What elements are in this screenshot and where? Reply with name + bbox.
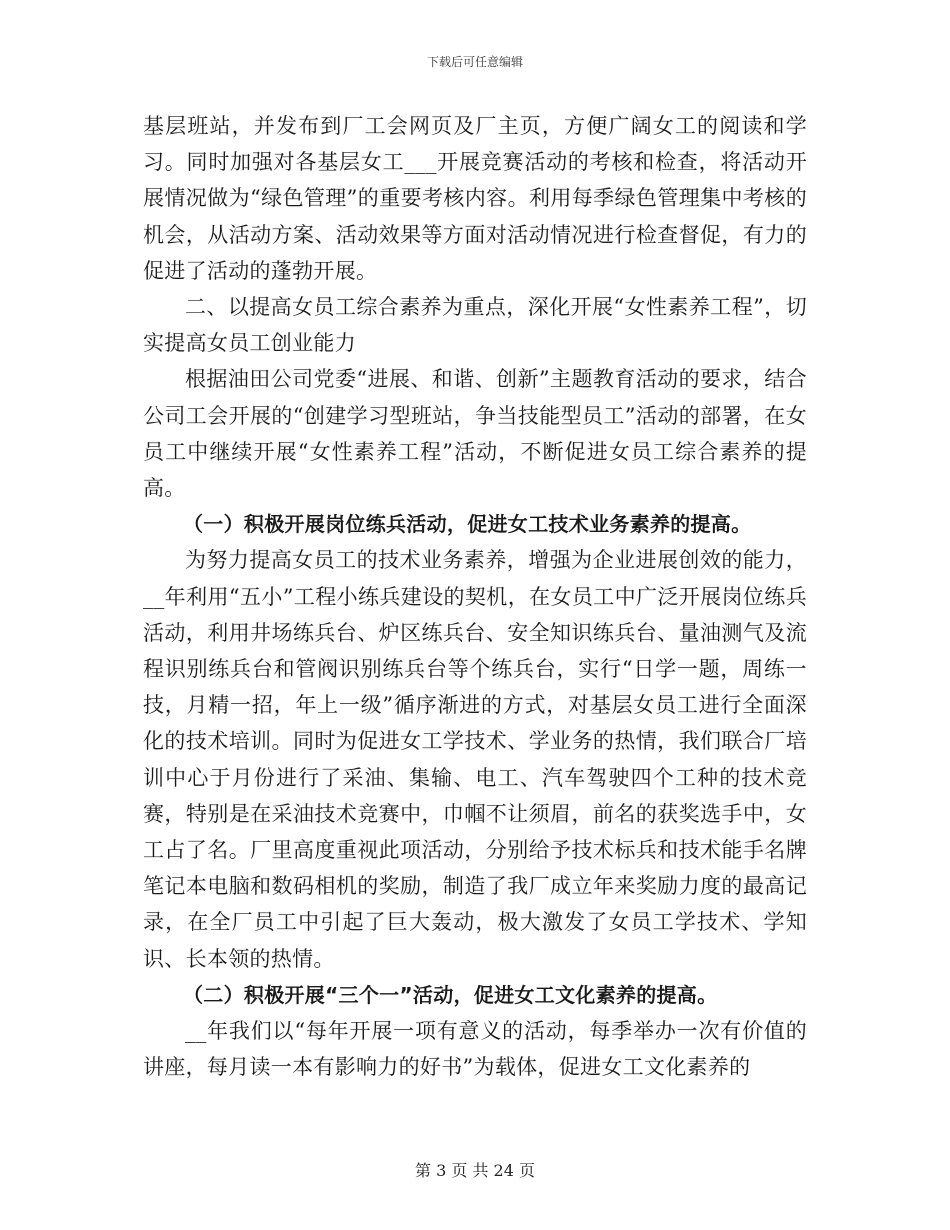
document-body <box>143 108 807 1085</box>
section-heading-2: 二、以提高女员工综合素养为重点，深化开展“女性素养工程”，切实提高女员工创业能力 <box>143 295 807 356</box>
page-header-note: 下载后可任意编辑 <box>426 55 523 69</box>
page-number: 第 3 页 共 24 页 <box>415 1161 535 1180</box>
subheading-1: （一）积极开展岗位练兵活动，促进女工技术业务素养的提高。 <box>183 512 752 537</box>
paragraph-1: 基层班站，并发布到厂工会网页及厂主页，方便广阔女工的阅读和学习。同时加强对各基层女工___开展竞赛活动的考核和检查，将活动开展情况做为“绿色管理”的重要考核内容。利用每季绿色管理集中考核的机会，从活动方案、活动效果等方面对活动情况进行检查督促，有力的促进了活动的蓬勃开展。 <box>143 114 807 283</box>
subheading-2: （二）积极开展“三个一”活动，促进女工文化素养的提高。 <box>183 982 718 1007</box>
paragraph-5: __年我们以“每年开展一项有意义的活动，每季举办一次有价值的讲座，每月读一本有影响力的好书”为载体，促进女工文化素养的 <box>143 1019 807 1080</box>
paragraph-4: 为努力提高女员工的技术业务素养，增强为企业进展创效的能力，__年利用“五小”工程小练兵建设的契机，在女员工中广泛开展岗位练兵活动，利用井场练兵台、炉区练兵台、安全知识练兵台、量油测气及流程识别练兵台和管阀识别练兵台等个练兵台，实行“日学一题，周练一技，月精一招，年上一级”循序渐进的方式，对基层女员工进行全面深化的技术培训。同时为促进女工学技术、学业务的热情，我们联合厂培训中心于月份进行了采油、集输、电工、汽车驾驶四个工种的技术竞赛，特别是在采油技术竞赛中，巾帼不让须眉，前名的获奖选手中，女工占了名。厂里高度重视此项活动，分别给予技术标兵和技术能手名牌笔记本电脑和数码相机的奖励，制造了我厂成立年来奖励力度的最高记录，在全厂员工中引起了巨大轰动，极大激发了女员工学技术、学知识、长本领的热情。 <box>143 548 807 971</box>
paragraph-3: 根据油田公司党委“进展、和谐、创新”主题教育活动的要求，结合公司工会开展的“创建学习型班站，争当技能型员工”活动的部署，在女员工中继续开展“女性素养工程”活动，不断促进女员工综合素养的提高。 <box>143 367 807 501</box>
